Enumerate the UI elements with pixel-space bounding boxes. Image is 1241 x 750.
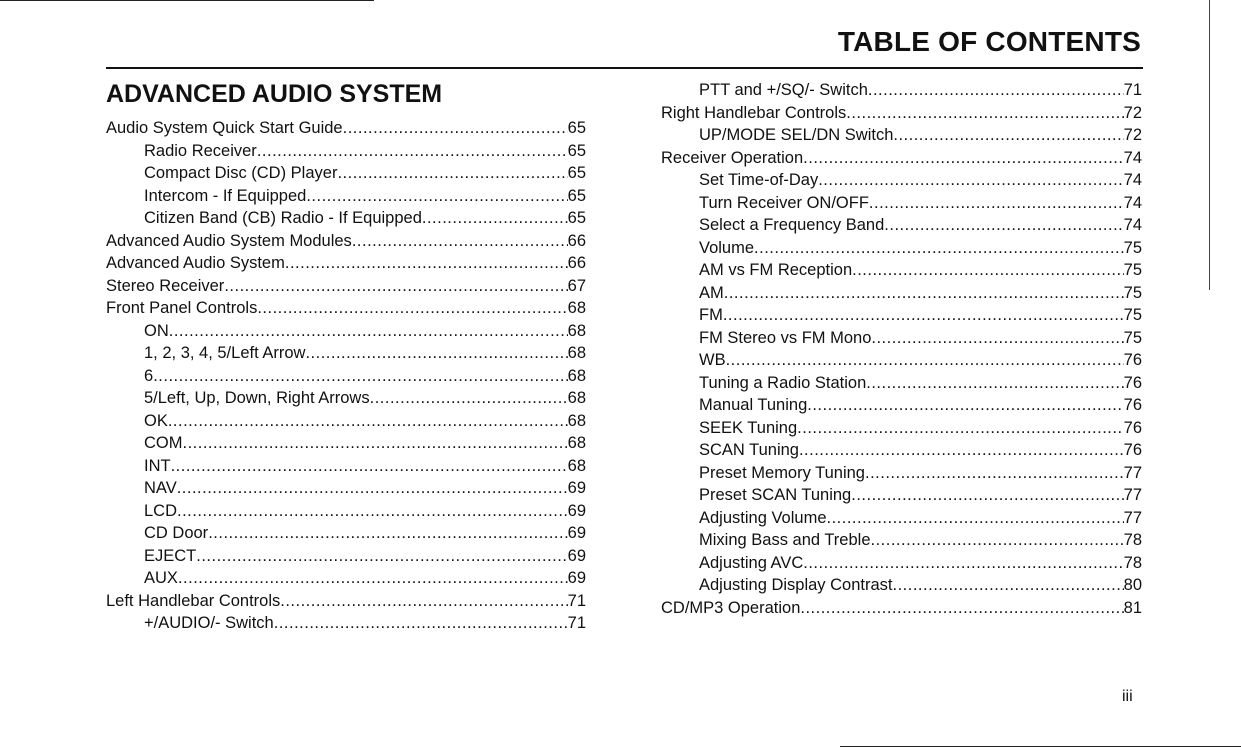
dot-leader [343,117,568,140]
dot-leader [869,192,1124,215]
dot-leader [754,237,1124,260]
toc-entry-page: 65 [567,141,586,160]
toc-entry-label: SCAN Tuning [699,441,799,459]
toc-entry[interactable] [661,79,1142,102]
toc-entry-label: Compact Disc (CD) Player [144,164,338,182]
dot-leader [337,162,567,185]
toc-entry-page: 71 [567,591,586,610]
dot-leader [799,439,1124,462]
toc-entry-page: 78 [1123,531,1142,549]
dot-leader [803,552,1123,575]
toc-entry[interactable] [661,574,1142,597]
toc-entry-label: SEEK Tuning [699,418,798,437]
dot-leader [370,387,568,410]
toc-entry-label: Advanced Audio System [106,254,285,272]
dot-leader [306,185,567,208]
toc-entry-page: 76 [1123,373,1142,392]
dot-leader [274,612,568,635]
toc-entry[interactable] [661,372,1142,395]
toc-column-right [661,79,1142,619]
toc-entry[interactable] [106,545,586,568]
toc-entry[interactable] [661,349,1142,372]
toc-entry-page: 68 [567,321,586,340]
page-title: TABLE OF CONTENTS [837,26,1141,57]
toc-column-left [106,117,586,635]
toc-entry[interactable] [661,417,1142,440]
toc-entry[interactable] [661,259,1142,282]
dot-leader [422,207,568,230]
toc-entry-label: 6 [144,366,154,385]
toc-entry[interactable] [106,567,586,590]
toc-entry[interactable] [661,597,1142,620]
toc-entry-label: Radio Receiver [144,141,257,160]
toc-entry-label: Adjusting AVC [699,553,804,572]
toc-entry[interactable] [106,477,586,500]
toc-entry-page: 69 [567,479,586,497]
dot-leader [871,327,1123,350]
dot-leader [807,394,1123,417]
dot-leader [305,342,567,365]
toc-entry-label: Adjusting Display Contrast [699,576,893,594]
toc-entry[interactable] [661,304,1142,327]
toc-entry-label: Preset SCAN Tuning [699,486,852,504]
toc-entry[interactable] [106,162,586,185]
dot-leader [800,597,1123,620]
toc-entry-page: 67 [567,276,586,295]
dot-leader [893,124,1123,147]
toc-entry-label: 1, 2, 3, 4, 5/Left Arrow [144,344,306,362]
toc-entry[interactable] [661,169,1142,192]
dot-leader [893,574,1124,597]
dot-leader [866,372,1123,395]
dot-leader [871,529,1124,552]
toc-entry[interactable] [106,320,586,343]
toc-entry[interactable] [661,484,1142,507]
toc-entry-label: 5/Left, Up, Down, Right Arrows [144,389,370,407]
toc-entry-label: Set Time-of-Day [699,171,819,189]
dot-leader [224,275,567,298]
dot-leader [865,462,1124,485]
toc-entry-label: Select a Frequency Band [699,216,885,234]
dot-leader [827,507,1124,530]
toc-entry-label: CD/MP3 Operation [661,598,801,617]
toc-entry-page: 74 [1123,171,1142,189]
toc-entry-label: Right Handlebar Controls [661,103,847,122]
toc-entry[interactable] [106,185,586,208]
toc-entry-label: Volume [699,238,755,257]
toc-entry[interactable] [106,500,586,523]
toc-entry-label: UP/MODE SEL/DN Switch [699,126,894,144]
toc-entry[interactable] [661,552,1142,575]
toc-entry-label: Stereo Receiver [106,276,225,295]
toc-entry-label: Adjusting Volume [699,508,827,527]
toc-entry-label: CD Door [144,524,209,542]
toc-entry-page: 80 [1123,576,1142,594]
toc-entry[interactable] [106,522,586,545]
toc-entry-label: AM vs FM Reception [699,261,853,279]
toc-entry[interactable] [661,507,1142,530]
dot-leader [868,79,1124,102]
page-number: iii [1122,688,1133,705]
toc-entry-page: 69 [567,546,586,565]
toc-entry[interactable] [106,455,586,478]
section-heading: ADVANCED AUDIO SYSTEM [106,80,443,108]
dot-leader [168,410,568,433]
dot-leader [797,417,1123,440]
toc-entry-label: NAV [144,479,177,497]
toc-entry-page: 77 [1123,463,1142,482]
toc-entry[interactable] [106,207,586,230]
toc-entry-label: Front Panel Controls [106,299,258,317]
toc-entry[interactable] [106,342,586,365]
toc-entry-page: 65 [567,186,586,205]
toc-entry-page: 75 [1123,283,1142,302]
toc-entry-label: AUX [144,569,178,587]
toc-entry-page: 65 [567,164,586,182]
toc-entry-label: COM [144,434,183,452]
toc-entry-page: 76 [1123,351,1142,369]
dot-leader [177,500,568,523]
dot-leader [208,522,567,545]
toc-entry-label: OK [144,411,168,430]
bottom-right-rule [840,746,1241,747]
toc-entry-page: 68 [567,366,586,385]
toc-entry-label: Preset Memory Tuning [699,463,865,482]
toc-entry-page: 76 [1123,396,1142,414]
toc-entry-label: EJECT [144,546,197,565]
top-left-rule [0,0,374,1]
toc-entry[interactable] [661,102,1142,125]
right-edge-rule [1209,0,1210,290]
toc-entry-page: 68 [567,456,586,475]
toc-entry-page: 72 [1123,126,1142,144]
dot-leader [153,365,567,388]
toc-entry[interactable] [661,462,1142,485]
toc-entry-label: INT [144,456,171,475]
toc-entry[interactable] [106,387,586,410]
toc-entry-page: 78 [1123,553,1142,572]
toc-entry-label: Audio System Quick Start Guide [106,119,343,137]
toc-entry-page: 77 [1123,486,1142,504]
dot-leader [171,455,568,478]
toc-entry-page: 68 [567,411,586,430]
toc-entry[interactable] [661,237,1142,260]
toc-entry[interactable] [106,297,586,320]
toc-entry-label: Citizen Band (CB) Radio - If Equipped [144,209,422,227]
dot-leader [257,140,568,163]
toc-entry-page: 65 [567,209,586,227]
toc-entry[interactable] [106,117,586,140]
toc-entry-label: WB [699,351,726,369]
dot-leader [846,102,1123,125]
toc-entry[interactable] [106,410,586,433]
toc-entry[interactable] [106,252,586,275]
dot-leader [803,147,1123,170]
toc-entry-label: +/AUDIO/- Switch [144,614,274,632]
dot-leader [726,349,1124,372]
toc-entry[interactable] [106,365,586,388]
dot-leader [177,477,568,500]
toc-entry-label: Manual Tuning [699,396,808,414]
toc-entry-label: Turn Receiver ON/OFF [699,193,869,212]
toc-entry-page: 69 [567,569,586,587]
toc-entry-label: Advanced Audio System Modules [106,231,352,250]
toc-entry[interactable] [106,432,586,455]
toc-entry[interactable] [106,612,586,635]
toc-entry-page: 75 [1123,261,1142,279]
title-rule [106,67,1143,69]
toc-entry-page: 75 [1123,328,1142,347]
dot-leader [257,297,567,320]
dot-leader [818,169,1123,192]
toc-entry-page: 75 [1123,306,1142,324]
toc-entry-page: 65 [567,119,586,137]
toc-entry-page: 74 [1123,148,1142,167]
toc-entry[interactable] [661,439,1142,462]
toc-entry-page: 69 [567,501,586,520]
toc-entry-page: 75 [1123,238,1142,257]
dot-leader [851,484,1123,507]
dot-leader [852,259,1124,282]
toc-entry[interactable] [661,529,1142,552]
dot-leader [178,567,568,590]
toc-entry-page: 72 [1123,103,1142,122]
toc-entry[interactable] [661,192,1142,215]
toc-entry-page: 71 [1123,81,1142,99]
dot-leader [169,320,568,343]
dot-leader [352,230,568,253]
toc-entry[interactable] [661,282,1142,305]
toc-entry-label: Intercom - If Equipped [144,186,307,205]
toc-entry-page: 68 [567,299,586,317]
toc-entry[interactable] [106,230,586,253]
dot-leader [285,252,568,275]
toc-entry-page: 74 [1123,216,1142,234]
toc-entry-label: LCD [144,501,178,520]
toc-entry[interactable] [106,275,586,298]
toc-entry-label: Tuning a Radio Station [699,373,867,392]
toc-entry-label: FM [699,306,723,324]
toc-entry-label: Left Handlebar Controls [106,591,281,610]
toc-entry-page: 74 [1123,193,1142,212]
toc-entry-page: 76 [1123,441,1142,459]
toc-entry-page: 68 [567,434,586,452]
toc-entry-label: PTT and +/SQ/- Switch [699,81,868,99]
dot-leader [724,282,1124,305]
toc-entry-label: AM [699,283,724,302]
toc-entry[interactable] [661,124,1142,147]
toc-entry[interactable] [661,147,1142,170]
toc-entry-page: 68 [567,344,586,362]
toc-entry[interactable] [106,140,586,163]
dot-leader [183,432,568,455]
dot-leader [196,545,567,568]
toc-entry-label: Receiver Operation [661,148,804,167]
toc-entry[interactable] [661,214,1142,237]
dot-leader [723,304,1124,327]
toc-entry[interactable] [106,590,586,613]
toc-entry-page: 76 [1123,418,1142,437]
toc-entry-page: 69 [567,524,586,542]
toc-entry-page: 77 [1123,508,1142,527]
toc-entry-page: 66 [567,231,586,250]
dot-leader [280,590,567,613]
toc-entry-label: FM Stereo vs FM Mono [699,328,872,347]
toc-entry-page: 66 [567,254,586,272]
toc-entry-page: 81 [1123,598,1142,617]
toc-entry-label: Mixing Bass and Treble [699,531,871,549]
toc-entry[interactable] [661,394,1142,417]
toc-entry-page: 71 [567,614,586,632]
toc-entry-page: 68 [567,389,586,407]
toc-entry[interactable] [661,327,1142,350]
toc-entry-label: ON [144,321,169,340]
dot-leader [884,214,1123,237]
